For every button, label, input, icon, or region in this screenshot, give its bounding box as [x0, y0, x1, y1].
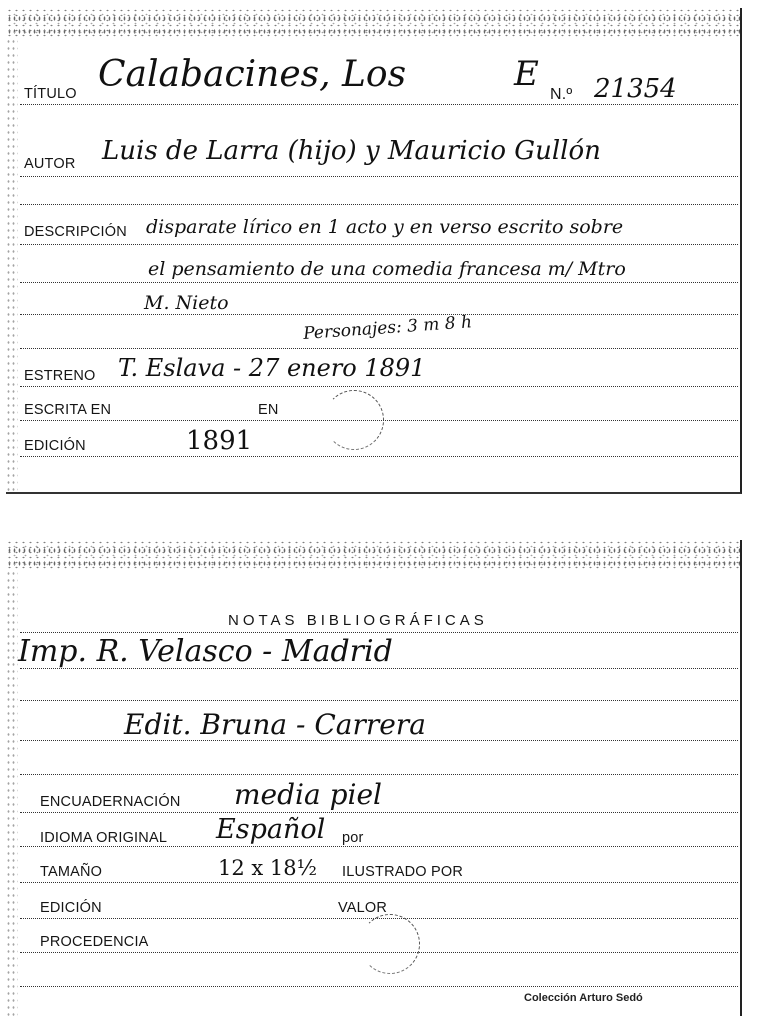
- descripcion-line-1: disparate lírico en 1 acto y en verso escrito sobre: [146, 216, 624, 238]
- escrita-en-label: ESCRITA EN: [24, 402, 112, 418]
- por-label: por: [342, 830, 364, 846]
- blank-rule-1: [20, 204, 738, 205]
- catalog-card-back: [6, 540, 742, 1016]
- tamano-label: TAMAÑO: [40, 864, 103, 880]
- escrita-rule: [20, 420, 738, 421]
- encuadernacion-rule: [20, 812, 738, 813]
- nota-line-1: Imp. R. Velasco - Madrid: [18, 634, 393, 669]
- scan-noise-top: [6, 8, 740, 38]
- procedencia-rule: [20, 952, 738, 953]
- descripcion-rule-3: [20, 314, 738, 315]
- scan-noise-top-back: [6, 540, 740, 570]
- bottom-rule: [20, 986, 738, 987]
- procedencia-label: PROCEDENCIA: [40, 934, 149, 950]
- autor-value: Luis de Larra (hijo) y Mauricio Gullón: [102, 136, 601, 166]
- round-stamp-back: [360, 914, 420, 974]
- estreno-label: ESTRENO: [24, 368, 96, 384]
- collection-credit: Colección Arturo Sedó: [524, 992, 643, 1004]
- tamano-rule: [20, 882, 738, 883]
- blank-rule-2: [20, 348, 738, 349]
- personajes-note: Personajes: 3 m 8 h: [302, 312, 473, 344]
- titulo-label: TÍTULO: [24, 86, 77, 102]
- en-label: EN: [258, 402, 279, 418]
- descripcion-line-3: M. Nieto: [144, 292, 229, 314]
- scan-noise-left-back: [6, 570, 18, 1016]
- encuadernacion-label: ENCUADERNACIÓN: [40, 794, 181, 810]
- edicion-value-front: 1891: [186, 426, 253, 456]
- idioma-label: IDIOMA ORIGINAL: [40, 830, 168, 846]
- notas-rule-4: [20, 740, 738, 741]
- estreno-value: T. Eslava - 27 enero 1891: [118, 354, 426, 382]
- notas-rule-5: [20, 774, 738, 775]
- edicion-label-front: EDICIÓN: [24, 438, 86, 454]
- encuadernacion-value: media piel: [234, 778, 382, 811]
- idioma-value: Español: [216, 814, 326, 845]
- edicion-rule: [20, 456, 738, 457]
- tamano-value: 12 x 18½: [218, 856, 317, 880]
- estreno-rule: [20, 386, 738, 387]
- titulo-value: Calabacines, Los: [98, 54, 407, 95]
- descripcion-line-2: el pensamiento de una comedia francesa m/ Mtro: [148, 258, 626, 280]
- notas-rule-3: [20, 700, 738, 701]
- titulo-rule: [20, 104, 738, 105]
- autor-rule: [20, 176, 738, 177]
- numero-label: N.º: [550, 86, 573, 103]
- descripcion-label: DESCRIPCIÓN: [24, 224, 127, 240]
- autor-label: AUTOR: [24, 156, 76, 172]
- edicion-label-back: EDICIÓN: [40, 900, 102, 916]
- scan-noise-left: [6, 38, 18, 492]
- numero-value: 21354: [594, 74, 677, 104]
- descripcion-rule-1: [20, 244, 738, 245]
- letter-mark: E: [514, 54, 539, 94]
- catalog-card-front: [6, 8, 742, 494]
- notas-bibliograficas-title: NOTAS BIBLIOGRÁFICAS: [228, 612, 488, 629]
- nota-line-2: Edit. Bruna - Carrera: [124, 708, 426, 741]
- notas-rule-2: [20, 668, 738, 669]
- valor-label: VALOR: [338, 900, 388, 916]
- ilustrado-por-label: ILUSTRADO POR: [342, 864, 464, 880]
- notas-rule-1: [20, 632, 738, 633]
- descripcion-rule-2: [20, 282, 738, 283]
- idioma-rule: [20, 846, 738, 847]
